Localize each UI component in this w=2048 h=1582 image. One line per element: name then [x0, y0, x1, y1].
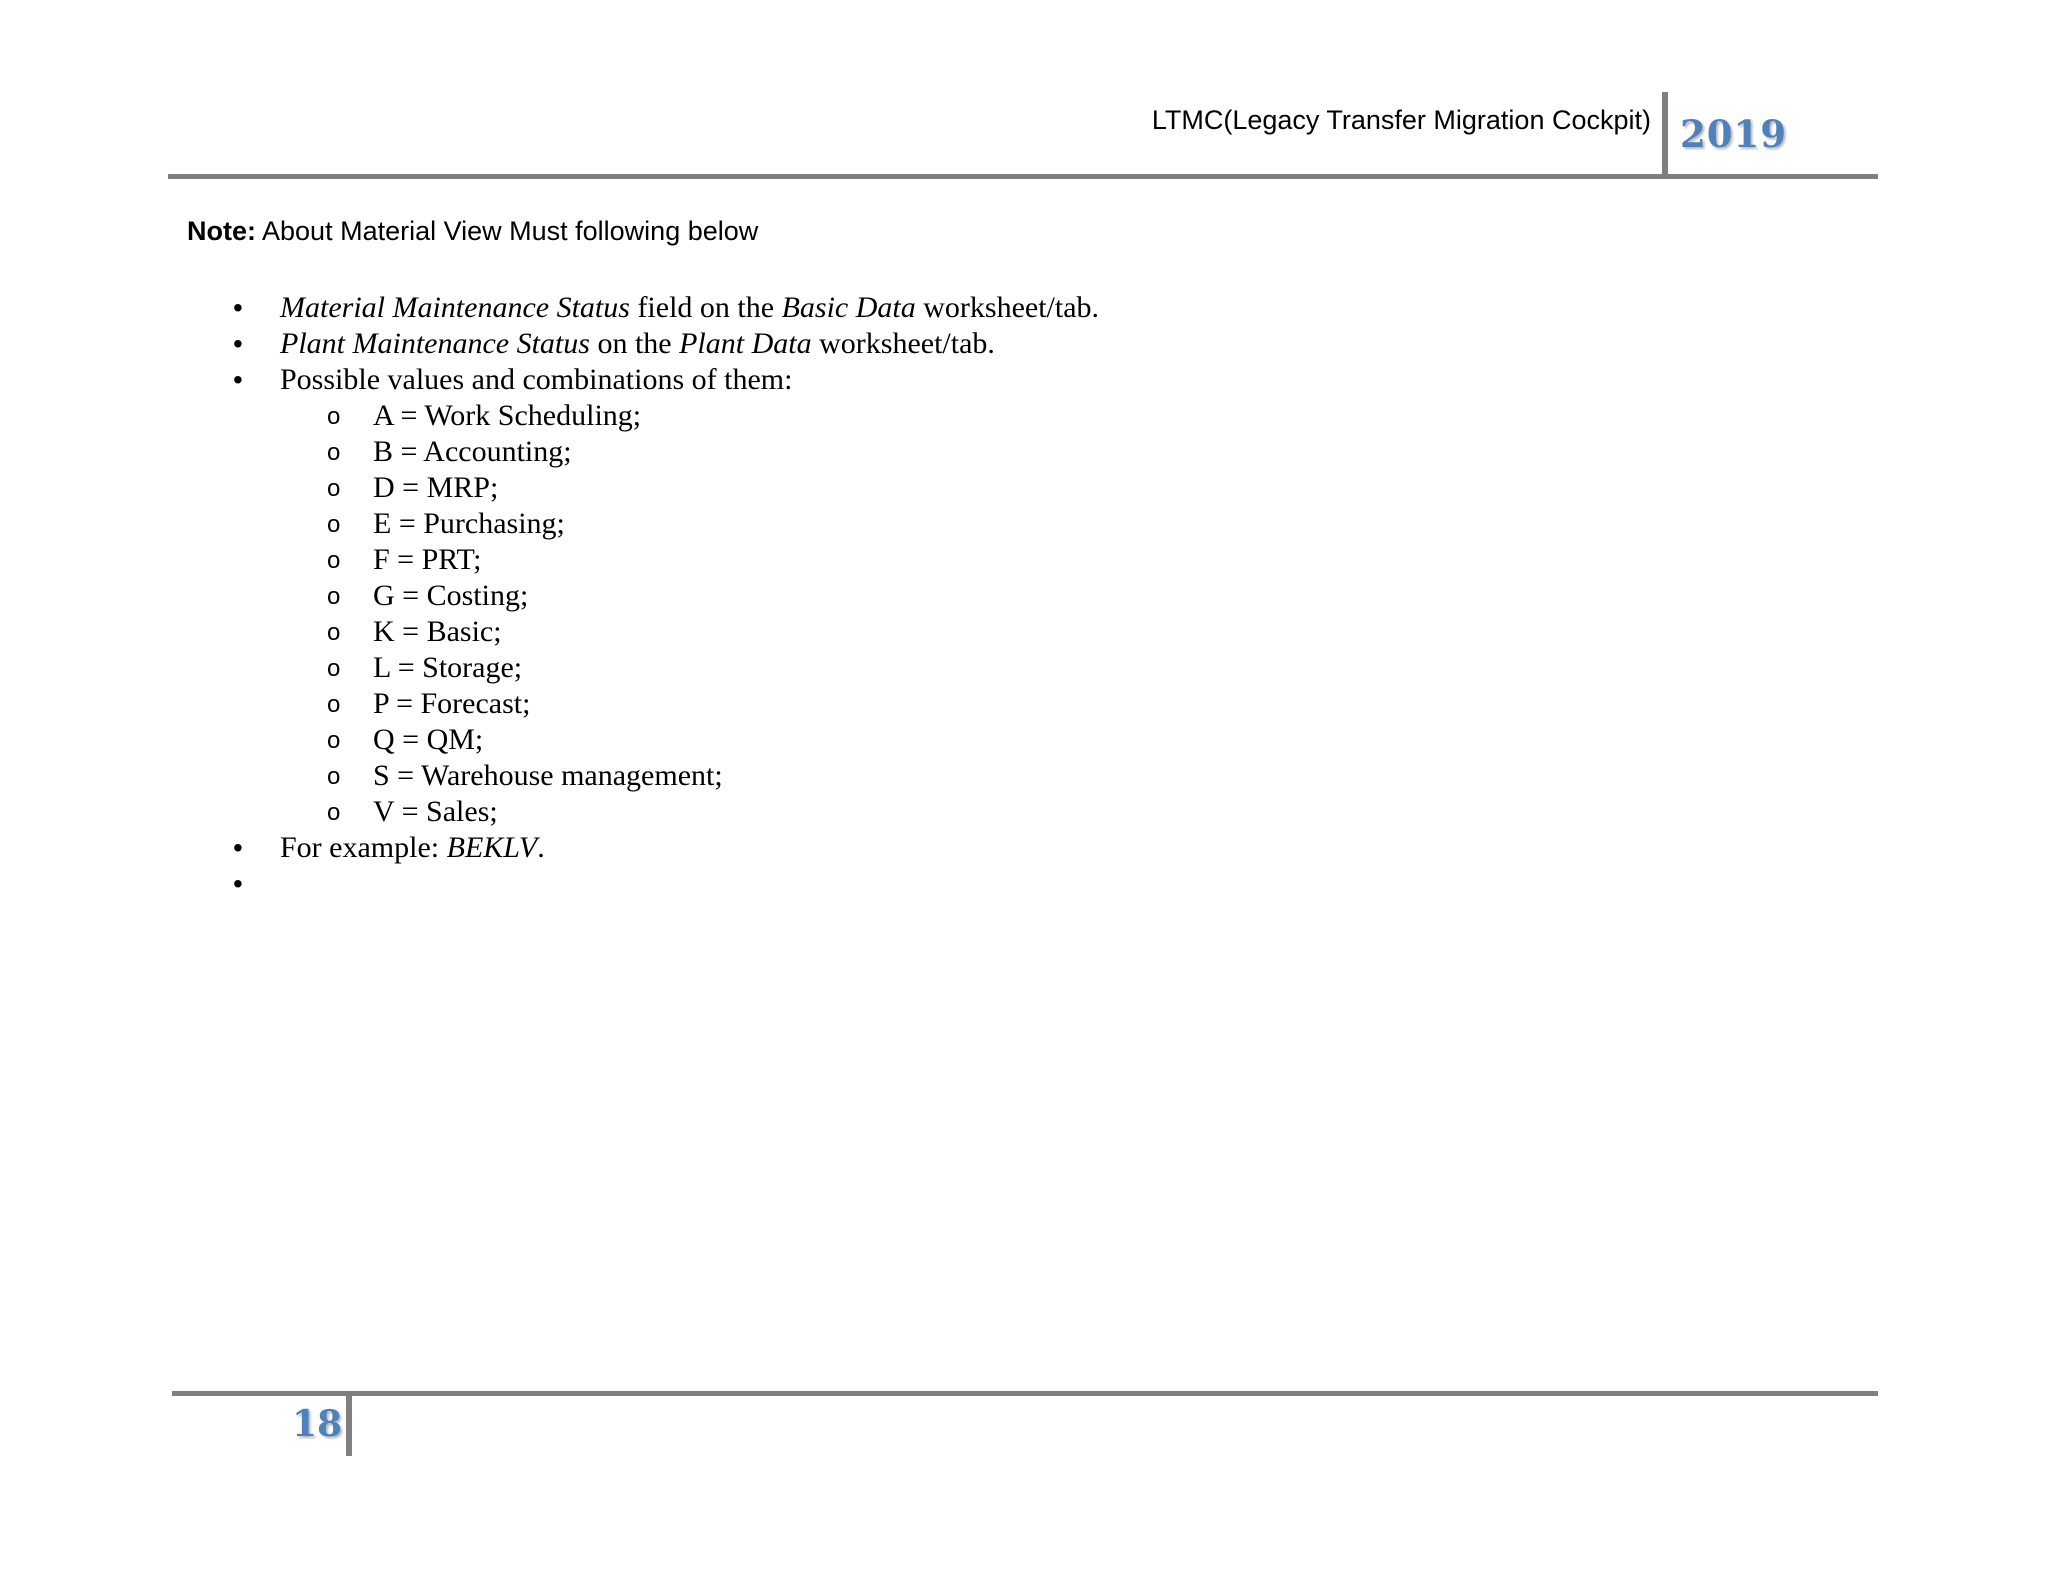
list-item-text: For example: [280, 831, 447, 864]
header-divider [1662, 92, 1668, 176]
document-header-title: LTMC(Legacy Transfer Migration Cockpit) [1151, 105, 1651, 135]
value-item: F = PRT; [373, 543, 482, 576]
note-text: About Material View Must following below [262, 216, 759, 246]
bullet-marker: • [233, 364, 243, 395]
sub-bullet-marker: o [327, 763, 341, 790]
value-item: A = Work Scheduling; [373, 399, 642, 432]
plant-maintenance-status-term: Plant Maintenance Status [280, 327, 590, 360]
list-item-text: worksheet/tab. [915, 291, 1100, 324]
value-item: P = Forecast; [373, 687, 531, 720]
value-item: G = Costing; [373, 579, 529, 612]
plant-data-term: Plant Data [679, 327, 812, 360]
sub-bullet-marker: o [327, 727, 341, 754]
sub-bullet-marker: o [327, 439, 341, 466]
value-item: L = Storage; [373, 651, 523, 684]
sub-bullet-marker: o [327, 583, 341, 610]
bullet-marker-empty: • [233, 868, 243, 899]
sub-bullet-marker: o [327, 799, 341, 826]
sub-bullet-marker: o [327, 511, 341, 538]
example-code: BEKLV [446, 831, 538, 864]
footer-divider [346, 1392, 352, 1456]
list-item-possible-values: Possible values and combinations of them: [280, 363, 793, 396]
value-item: B = Accounting; [373, 435, 572, 468]
sub-bullet-marker: o [327, 655, 341, 682]
list-item-text: field on the [629, 291, 782, 324]
value-item: E = Purchasing; [373, 507, 565, 540]
page-number: 18 [292, 1403, 343, 1445]
list-item-plant-status [280, 326, 995, 362]
material-maintenance-status-term: Material Maintenance Status [280, 291, 630, 324]
header-year: 2019 [1680, 112, 1787, 156]
footer-rule [172, 1391, 1878, 1396]
list-item-example [280, 830, 545, 866]
value-item: D = MRP; [373, 471, 499, 504]
sub-bullet-marker: o [327, 619, 341, 646]
note-paragraph [187, 214, 758, 248]
basic-data-term: Basic Data [781, 291, 916, 324]
list-item-text: on the [589, 327, 680, 360]
sub-bullet-marker: o [327, 547, 341, 574]
value-item: Q = QM; [373, 723, 484, 756]
bullet-marker: • [233, 832, 243, 863]
list-item-text: . [537, 831, 545, 864]
list-item-material-status [280, 290, 1099, 326]
value-item: K = Basic; [373, 615, 502, 648]
bullet-marker: • [233, 328, 243, 359]
header-rule [168, 174, 1878, 179]
bullet-marker: • [233, 292, 243, 323]
note-label: Note: [187, 216, 256, 246]
sub-bullet-marker: o [327, 475, 341, 502]
list-item-text: worksheet/tab. [811, 327, 995, 360]
value-item: V = Sales; [373, 795, 498, 828]
value-item: S = Warehouse management; [373, 759, 723, 792]
sub-bullet-marker: o [327, 691, 341, 718]
sub-bullet-marker: o [327, 403, 341, 430]
